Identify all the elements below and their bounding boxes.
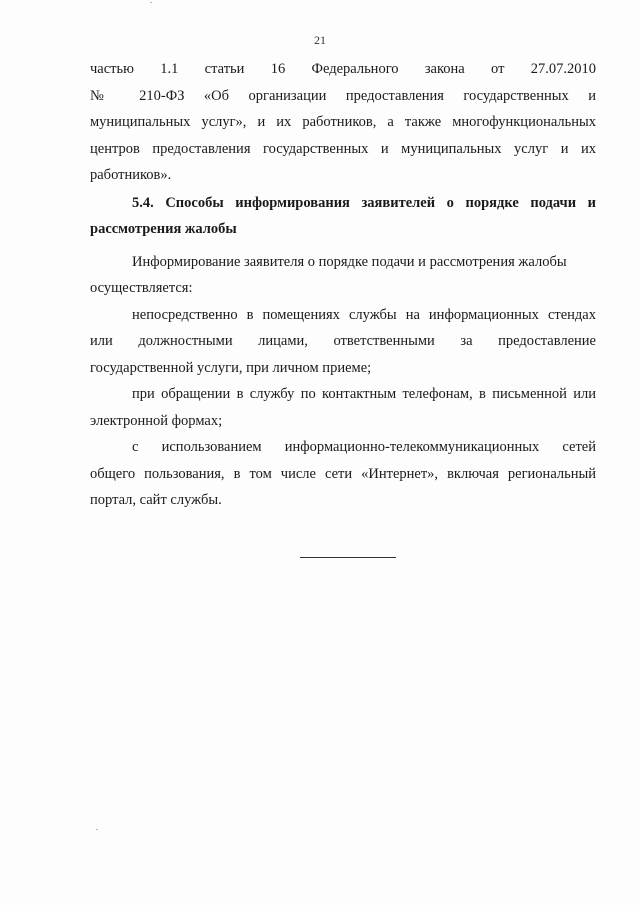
text-line: осуществляется:: [90, 280, 193, 296]
text-line: частью 1.1 статьи 16 Федерального закона от 27.07.2010: [90, 61, 596, 77]
text-line: Информирование заявителя о порядке подачи и рассмотрения жалобы: [132, 253, 567, 270]
paragraph-phone-written: [90, 381, 596, 434]
page-number: 21: [314, 33, 326, 47]
heading-line: рассмотрения жалобы: [90, 221, 237, 237]
text-line: муниципальных услуг», и их работников, а также многофункциональных: [90, 114, 596, 130]
scan-speck: [150, 2, 152, 3]
paragraph-in-person: [90, 302, 596, 382]
paragraph-legal-reference: [90, 56, 596, 189]
text-line: центров предоставления государственных и муниципальных услуг и их: [90, 140, 596, 157]
text-line: при обращении в службу по контактным телефонам, в письменной или: [132, 386, 596, 402]
paragraph-informing: [90, 249, 596, 302]
text-line: электронной формах;: [90, 412, 223, 429]
text-line: работников».: [90, 167, 172, 183]
document-body: [90, 56, 596, 514]
text-line: общего пользования, в том числе сети «Интернет», включая региональный: [90, 465, 596, 482]
text-line: портал, сайт службы.: [90, 492, 222, 508]
heading-line: 5.4. Способы информирования заявителей о порядке подачи и: [132, 194, 596, 211]
text-line: № 210-ФЗ «Об организации предоставления государственных и: [90, 87, 596, 104]
end-separator-line: [300, 557, 396, 558]
text-line: с использованием информационно-телекоммуникационных сетей: [132, 439, 596, 455]
text-line: или должностными лицами, ответственными за предоставление: [90, 333, 596, 349]
text-line: непосредственно в помещениях службы на информационных стендах: [132, 306, 596, 323]
scan-speck: [96, 829, 98, 830]
section-heading: [90, 190, 596, 243]
paragraph-internet: [90, 434, 596, 514]
text-line: государственной услуги, при личном приеме;: [90, 359, 372, 376]
